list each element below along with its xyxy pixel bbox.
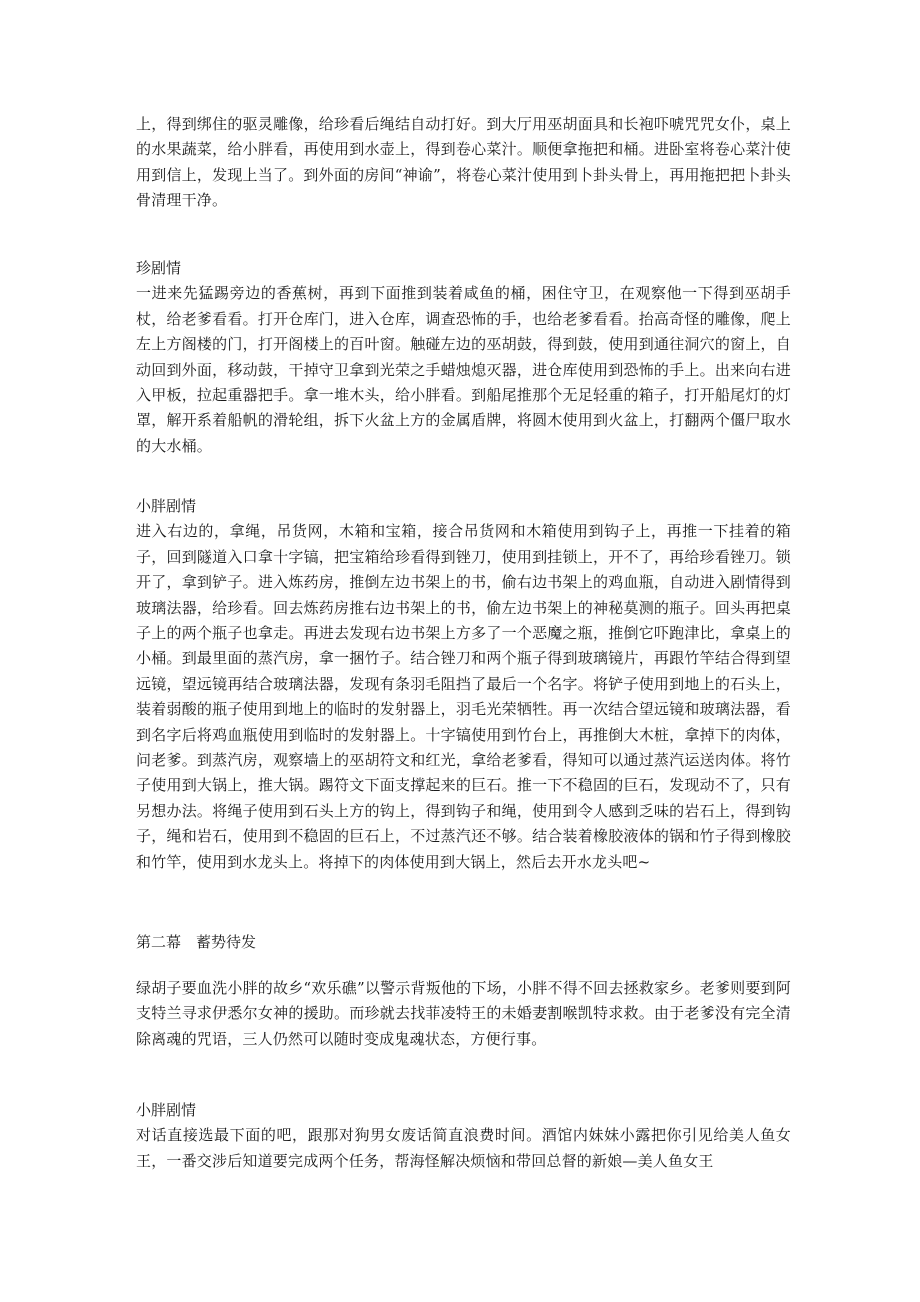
- section-body-xiaopang-1: 进入右边的，拿绳，吊货网，木箱和宝箱，接合吊货网和木箱使用到钩子上，再推一下挂着的箱子，回到隧道入口拿十字镐，把宝箱给珍看得到锉刀，使用到挂锁上，开不了，再给珍看锉刀。锁开了，拿到铲子。进入炼药房，推倒左边书架上的书，偷右边书架上的鸡血瓶，自动进入剧情得到玻璃法器，给珍看。回去炼药房推右边书架上的书，偷左边书架上的神秘莫测的瓶子。回头再把桌子上的两个瓶子也拿走。再进去发现右边书架上方多了一个恶魔之瓶，推倒它吓跑津比，拿桌上的小桶。到最里面的蒸汽房，拿一捆竹子。结合锉刀和两个瓶子得到玻璃镜片，再跟竹竿结合得到望远镜，望远镜再结合玻璃法器，发现有条羽毛阻挡了最后一个名字。将铲子使用到地上的石头上，装着弱酸的瓶子使用到地上的临时的发射器上，羽毛光荣牺牲。再一次结合望远镜和玻璃法器，看到名字后将鸡血瓶使用到临时的发射器上。十字镐使用到竹台上，再推倒大木桩，拿掉下的肉体，问老爹。到蒸汽房，观察墙上的巫胡符文和红光，拿给老爹看，得知可以通过蒸汽运送肉体。将竹子使用到大锅上，推大锅。踢符文下面支撑起来的巨石。推一下不稳固的巨石，发现动不了，只有另想办法。将绳子使用到石头上方的钩上，得到钩子和绳，使用到令人感到乏味的岩石上，得到钩子，绳和岩石，使用到不稳固的巨石上，不过蒸汽还不够。结合装着橡胶液体的锅和竹子得到橡胶和竹竿，使用到水龙头上。将掉下的肉体使用到大锅上，然后去开水龙头吧~: [136, 522, 791, 871]
- section-heading-zhen: 珍剧情: [136, 259, 182, 277]
- section-heading-xiaopang-1: 小胖剧情: [136, 497, 197, 515]
- act-two-body: 绿胡子要血洗小胖的故乡“欢乐礁”以警示背叛他的下场，小胖不得不回去拯救家乡。老爹则要到阿支特兰寻求伊悉尔女神的援助。而珍就去找菲凌特王的未婚妻割喉凯特求救。由于老爹没有完全清除离魂的咒语，三人仍然可以随时变成鬼魂状态，方便行事。: [136, 979, 791, 1048]
- section-heading-xiaopang-2: 小胖剧情: [136, 1101, 197, 1119]
- section-xiaopang-1: [136, 494, 791, 875]
- act-two-heading: 第二幕 蓄势待发: [136, 933, 257, 951]
- section-body-zhen: 一进来先猛踢旁边的香蕉树，再到下面推到装着咸鱼的桶，困住守卫，在观察他一下得到巫胡手杖，给老爹看看。打开仓库门，进入仓库，调查恐怖的手，也给老爹看看。抬高奇怪的雕像，爬上左上方阁楼的门，打开阁楼上的百叶窗。触碰左边的巫胡鼓，得到鼓，使用到通往洞穴的窗上，自动回到外面，移动鼓，干掉守卫拿到光荣之手蜡烛熄灭器，进仓库使用到恐怖的手上。出来向右进入甲板，拉起重器把手。拿一堆木头，给小胖看。到船尾推那个无足轻重的箱子，打开船尾灯的灯罩，解开系着船帆的滑轮组，拆下火盆上方的金属盾牌，将圆木使用到火盆上，打翻两个僵尸取水的大水桶。: [136, 284, 791, 455]
- section-xiaopang-2: [136, 1098, 791, 1174]
- section-body-xiaopang-2: 对话直接选最下面的吧，跟那对狗男女废话简直浪费时间。酒馆内妹妹小露把你引见给美人鱼女王，一番交涉后知道要完成两个任务，帮海怪解决烦恼和带回总督的新娘—美人鱼女王: [136, 1126, 791, 1170]
- intro-paragraph: 上，得到绑住的驱灵雕像，给珍看后绳结自动打好。到大厅用巫胡面具和长袍吓唬咒咒女仆，桌上的水果蔬菜，给小胖看，再使用到水壶上，得到卷心菜汁。顺便拿拖把和桶。进卧室将卷心菜汁使用到信上，发现上当了。到外面的房间“神谕”，将卷心菜汁使用到卜卦头骨上，再用拖把把卜卦头骨清理干净。: [136, 115, 791, 210]
- section-zhen: [136, 256, 791, 459]
